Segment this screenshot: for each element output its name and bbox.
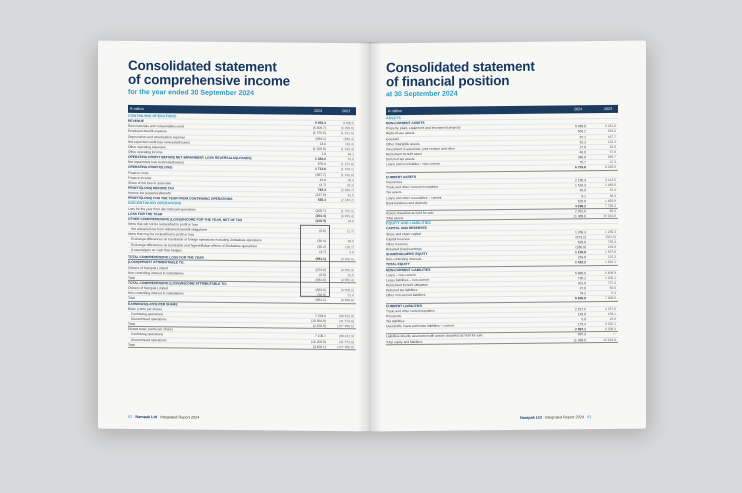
row-label: Other non-current liabilities [386,293,426,298]
row-label: REVENUE [128,119,144,124]
row-value-2023: (1 310.3) [340,146,354,152]
row-label: Loss for the year from discontinued operations [128,206,196,212]
row-value-2023: 15 910.8 [603,214,616,219]
row-value-2024: (981.1) [315,257,326,262]
row-value-2023: (26.7) [345,244,354,249]
row-value-2023: 653.0 [607,129,616,134]
right-col-2023: 2023 [604,106,612,111]
row-label: Net expected credit loss reversals/(losses) [128,139,190,145]
row-value-2024: 565.2 [577,129,586,134]
row-value-2024: (106.9) [315,218,326,223]
row-value-2024: 45.0 [579,150,586,155]
row-label: Discontinued operations [131,316,167,322]
row-value-2023: 3 413.5 [605,178,616,183]
row-value-2024: (4 400.1) [312,344,326,349]
row-value-2023: 78.8 [347,157,354,162]
row-value-2024: (205.7) [315,208,326,213]
row-value-2023: 696.7 [607,154,616,160]
row-value-2023: — [612,332,616,337]
row-value-2024: 1 422.2 [575,260,586,265]
row-label: Non-controlling interest in subsidiaries [128,270,184,276]
row-value-2024: (10 206.8) [310,339,326,344]
row-value-2023: (2 248.2) [340,198,354,203]
row-value-2024: 301.0 [577,281,586,286]
row-value-2023: 41.5 [347,193,354,198]
row-label: Finance costs [128,170,149,175]
row-value-2024: 11 389.6 [573,337,586,342]
row-label: Loans and receivables – non-current [386,161,440,167]
row-value-2024: 6 605.8 [575,296,586,301]
row-value-2023: 5 809.9 [605,270,616,275]
row-label: Bank balances and deposits [386,200,428,206]
row-label: Items that may be reclassified to profit or loss [128,232,195,237]
row-value-2023: (107 998.5) [337,324,354,329]
row-label: Total equity and liabilities [386,339,423,344]
row-value-2023: (6.1) [347,183,354,188]
left-col-2024: 2024 [314,108,322,113]
row-value-2023: 66.6 [609,286,616,291]
row-value-2023: (41 575.6) [338,339,354,344]
row-value-2024: 6 753.6 [575,165,586,170]
row-label: OPERATING PROFIT/(LOSS) [128,165,173,170]
row-label: Owners of Nampak Limited [128,286,168,291]
row-value-2024: 79.2 [579,291,586,296]
row-label: (Losses)/gain on cash flow hedges [131,247,182,253]
row-value-2024: 145.8 [577,312,586,317]
row-label: Right-of-use assets [386,131,415,136]
row-value-2023: (1 227.8) [340,162,354,167]
row-label: LOSS FOR THE YEAR [128,211,163,216]
row-value-2023: 1 266.3 [605,229,616,234]
row-value-2023: (41 575.6) [338,319,354,324]
row-label: Discontinued operations [131,337,167,342]
left-page-title [128,59,290,89]
row-label: SHAREHOLDERS' EQUITY [386,251,428,257]
row-value-2024: 390.9 [577,155,586,160]
row-value-2024: 1.9 [321,151,326,156]
row-value-2023: 57.8 [609,149,616,154]
row-label: Depreciation and amortisation expense [128,134,186,140]
row-label: Basic (cents per share) [128,306,162,311]
row-value-2024: (5 400.7) [312,126,326,131]
row-value-2023: (3 930.6) [340,298,354,303]
row-label: Net impairment loss reversals/(losses) [128,160,184,165]
row-label: TOTAL COMPREHENSIVE LOSS FOR THE YEAR [128,255,204,260]
row-label: OTHER COMPREHENSIVE (LOSS)/INCOME FOR THE YEAR, NET OF TAX [128,216,243,222]
row-value-2023: 7 608.6 [605,296,616,301]
row-value-2024: 5.9 [581,317,586,322]
row-value-2024: 670.0 [317,162,326,167]
row-value-2024: (227.8) [315,192,326,198]
row-value-2024: 7 106.7 [315,334,326,339]
row-label: Investment in associate, joint venture and other [386,146,456,152]
row-value-2023: 24.8 [347,219,354,224]
row-value-2023: (66 422.9) [338,313,354,319]
right-footer [520,415,591,420]
row-label: Finance income [128,175,152,180]
row-value-2024: (967.7) [315,172,326,177]
right-col-2024: 2024 [574,107,582,112]
row-label: Inventories [386,180,403,185]
row-value-2024: 45.5 [579,188,586,193]
row-value-2023: 707.4 [607,280,616,285]
row-value-2023: (43.4) [345,141,354,146]
row-value-2024: 783.3 [317,187,326,192]
row-label: NON-CURRENT ASSETS [386,121,425,126]
row-label: Non-controlling interest in subsidiaries [128,291,184,296]
row-value-2023: (1 109.1) [340,167,354,172]
row-value-2023: 457.7 [607,134,616,139]
row-label: Loans and other receivables – current [386,195,442,200]
row-label: Total assets [386,216,404,221]
row-value-2023: 132.3 [607,139,616,144]
row-value-2023: (66 422.9) [338,334,354,339]
row-value-2024: 1 516.3 [575,183,586,188]
row-label: Trade and other current payables [386,308,435,313]
row-value-2023: 15.4 [609,188,616,193]
row-label: CURRENT ASSETS [386,175,417,180]
row-value-2024: 520.9 [577,198,586,204]
row-value-2023: 90.3 [609,208,616,213]
row-label: Share of net loss in associate [128,180,172,186]
row-label: (LOSS)/PROFIT ATTRIBUTABLE TO: [128,260,185,265]
row-value-2024: (4.7) [319,182,326,187]
row-label: OPERATING PROFIT BEFORE NET IMPAIRMENT LOSS REVERSALS/(LOSSES) [128,155,252,161]
row-value-2024: (981.1) [315,298,326,303]
row-value-2023: 163.8 [607,244,616,249]
row-label: Liabilities directly associated with assets classified as held for sale [386,333,483,339]
row-value-2023: (501.5) [605,234,616,239]
row-value-2024: 730.1 [577,276,586,281]
row-label: Trade and other current receivables [386,185,439,190]
right-footer-report: Integrated Report 2024 [544,415,584,420]
row-value-2024: (6.8) [319,272,326,277]
row-value-2023: 12.3 [609,160,616,165]
row-value-2024: 37.0 [579,286,586,291]
left-page-subtitle: for the year ended 30 September 2024 [128,88,255,98]
row-label: Continuing operations [131,332,164,337]
row-value-2023: 2 480.6 [605,183,616,188]
row-value-2024: (38.4) [317,239,326,244]
row-value-2023: 6 361.6 [605,124,616,129]
row-value-2024: (186.9) [575,245,586,250]
right-footer-brand: Nampak Ltd [520,415,542,420]
row-value-2023: (5 286.0) [340,126,354,131]
row-label: EQUITY AND LIABILITIES [386,221,431,226]
row-label: Other operating income [128,149,163,155]
row-value-2023: 1 863.9 [605,198,616,203]
oci-highlight-box [300,225,330,297]
right-title-line2: of financial position [386,72,510,90]
row-value-2023: 3 257.6 [605,306,616,311]
row-value-2023: 8 026.0 [605,165,616,170]
row-label: Assets classified as held for sale [386,210,434,216]
row-label: Lease liabilities – non-current [386,277,429,283]
row-value-2024: 27.8 [579,145,586,150]
row-value-2023: 8.6 [349,249,354,254]
row-value-2024: (10 384.8) [310,318,326,323]
row-value-2024: 5 965.0 [575,270,586,276]
row-value-2023: (3 955.4) [340,213,354,218]
row-label: Diluted basic (cents per share) [128,327,173,332]
row-value-2024: 1 135.8 [575,250,586,255]
row-value-2024: 9.1 [581,193,586,198]
row-value-2024: (35.2) [317,244,326,249]
row-label: Total [128,322,135,327]
row-value-2024: (874.8) [315,267,326,272]
row-value-2023: (1 310.8) [340,172,354,177]
row-value-2024: (1 370.5) [312,131,326,136]
row-label: Total [128,342,135,347]
row-label: Property, plant, equipment and investment property [386,125,461,131]
table-row [128,343,356,351]
left-col-2023: 2023 [342,109,350,114]
row-value-2024: (683.0) [315,287,326,293]
row-value-2023: 759.3 [607,239,616,244]
row-label: TOTAL EQUITY [386,262,410,267]
row-label: Other reserves [386,241,408,247]
row-value-2023: 81.8 [347,272,354,277]
row-value-2024: 4 286.2 [575,204,586,209]
row-value-2024: 2 627.0 [575,306,586,312]
left-col-unit: R million [130,106,144,112]
row-value-2023: 51.6 [347,293,354,298]
row-value-2023: 9 480.8 [343,121,354,126]
row-value-2024: 697.3 [577,332,586,337]
row-label: CAPITAL AND RESERVES [386,226,427,231]
row-label: Overdrafts, loans and lease liabilities – current [386,323,454,329]
row-label: Other operating expenses [128,144,166,150]
row-value-2024: 2 195.3 [575,178,586,183]
row-label: Exchange differences on translation and hyperinflation effects of Zimbabwe operations [131,242,257,248]
row-label: Tax liabilities [386,319,405,324]
row-value-2023: 6 308.3 [605,327,616,332]
row-value-2024: (394.1) [315,136,326,141]
row-value-2023: (1 321.5) [340,131,354,136]
left-footer [128,415,199,420]
row-value-2024: (38.6) [317,293,326,298]
book-gutter [358,42,382,432]
row-value-2024: 555.4 [317,198,326,203]
row-value-2023: (3 955.4) [340,277,354,283]
row-value-2023: 1 934.1 [605,260,616,265]
row-label: Other intangible assets [386,141,420,146]
row-label: Provisions [386,313,402,319]
right-page [370,41,646,432]
row-value-2024: 7 234.0 [315,313,326,318]
right-page-title [386,60,535,90]
row-value-2024: (1 328.6) [312,146,326,151]
row-label: Tax assets [386,190,402,195]
row-label: Income tax (expense)/benefit [128,190,171,196]
row-value-2024: 2 351.6 [575,209,586,214]
row-value-2023: (3 930.6) [340,257,354,262]
row-value-2024: 1 266.3 [575,229,586,234]
row-label: Total [128,275,135,280]
row-value-2024: 263.9 [577,255,586,260]
row-label: Deferred tax liabilities [386,288,418,293]
row-label: Non-controlling interests [386,257,422,262]
row-value-2024: (881.6) [315,277,326,282]
row-value-2023: 46.1 [347,152,354,157]
left-title-line2: of comprehensive income [128,71,290,89]
row-value-2024: (4 150.8) [312,323,326,329]
table-row [386,337,618,345]
row-value-2024: 629.6 [577,240,586,245]
row-value-2024: 1 714.6 [315,167,326,172]
row-value-2024: 70.7 [579,160,586,165]
row-label: PROFIT/(LOSS) BEFORE TAX [128,185,175,191]
row-label: CURRENT LIABILITIES [386,303,422,308]
row-value-2024: 175.4 [577,322,586,327]
row-value-2024: 81.2 [579,139,586,144]
row-value-2023: (1 707.2) [340,208,354,213]
row-label: Continuing operations [131,311,164,317]
row-value-2023: (2.7) [347,229,354,234]
row-label: Owners of Nampak Limited [128,265,168,270]
row-value-2023: 36.3 [347,177,354,182]
left-page [98,41,370,432]
row-value-2023: 1 036.1 [605,275,616,280]
row-label: Items that will not be reclassified to profit or loss [128,221,198,227]
row-value-2023: 8.4 [611,291,616,296]
row-value-2023: (4 008.2) [340,288,354,293]
row-label: Loans – non-current [386,272,416,277]
row-value-2023: 159.1 [607,311,616,316]
row-value-2023: 36.6 [609,144,616,149]
row-value-2023: 9 002.1 [605,321,616,327]
right-title-line1: Consolidated statement [386,58,535,76]
right-col-unit: R million [388,109,402,114]
row-label: Exchange differences on translation of foreign operations excluding Zimbabwe operations [131,237,262,243]
row-label: Net actuarial loss from retirement benefit obligations [131,227,208,232]
row-label: DISCONTINUED OPERATIONS [128,201,182,206]
row-label: Deferred tax assets [386,157,415,162]
row-label: Total [128,296,135,301]
row-value-2024: (4.7) [319,249,326,254]
row-label: EARNINGS/(LOSS) PER SHARE [128,301,178,306]
row-label: Employee benefit expense [128,129,167,134]
row-label: PROFIT/(LOSS) FOR THE YEAR FROM CONTINUING OPERATIONS [128,196,233,202]
row-label: NON-CURRENT LIABILITIES [386,267,431,272]
row-label: Retained (loss)/earnings [386,246,422,252]
row-value-2023: (4 055.3) [340,267,354,272]
row-value-2023: 36.0 [347,239,354,244]
left-title-line1: Consolidated statement [128,57,277,75]
row-label: Capital reserves [386,236,410,242]
row-value-2024: (0.6) [319,228,326,234]
row-value-2024: 2 967.1 [575,327,586,332]
row-value-2024: 41.6 [319,177,326,182]
row-value-2024: 87.1 [579,134,586,139]
row-label: Raw materials and consumables used [128,124,184,129]
row-label: TOTAL COMPREHENSIVE (LOSS)/INCOME ATTRIBUTABLE TO: [128,280,227,286]
row-value-2024: 13.0 [319,141,326,146]
right-page-subtitle: at 30 September 2024 [386,90,458,99]
row-value-2023: 7 790.3 [605,203,616,208]
row-value-2023: (107 998.5) [337,344,354,349]
row-label: ASSETS [386,116,401,121]
right-page-number: 63 [587,415,592,420]
left-footer-report: Integrated Report 2024 [160,415,200,420]
row-value-2023: 43.8 [609,316,616,321]
right-table-body [386,114,618,345]
row-value-2024: (573.2) [575,234,586,240]
row-value-2023: 15 910.8 [603,337,616,342]
row-value-2023: 376.3 [607,255,616,260]
row-label: Retirement benefit obligation [386,282,428,288]
row-label: Retirement benefit asset [386,151,422,157]
row-value-2024: 9 954.3 [315,120,326,126]
row-value-2023: (386.3) [343,136,354,141]
row-value-2023: (2 389.7) [340,188,354,193]
row-value-2023: 36.3 [609,193,616,198]
row-label: Goodwill [386,136,399,141]
row-value-2024: 11 389.6 [573,214,586,219]
left-footer-brand: Nampak Ltd [135,414,158,420]
row-value-2024: (301.4) [315,213,326,218]
row-value-2024: 1 384.0 [315,156,326,162]
left-page-number: 62 [128,414,133,419]
row-value-2024: 5 485.8 [575,124,586,129]
row-value-2023: 1 557.8 [605,250,616,255]
row-label: Share and share capital [386,231,421,236]
row-label: CONTINUING OPERATIONS [128,113,177,119]
